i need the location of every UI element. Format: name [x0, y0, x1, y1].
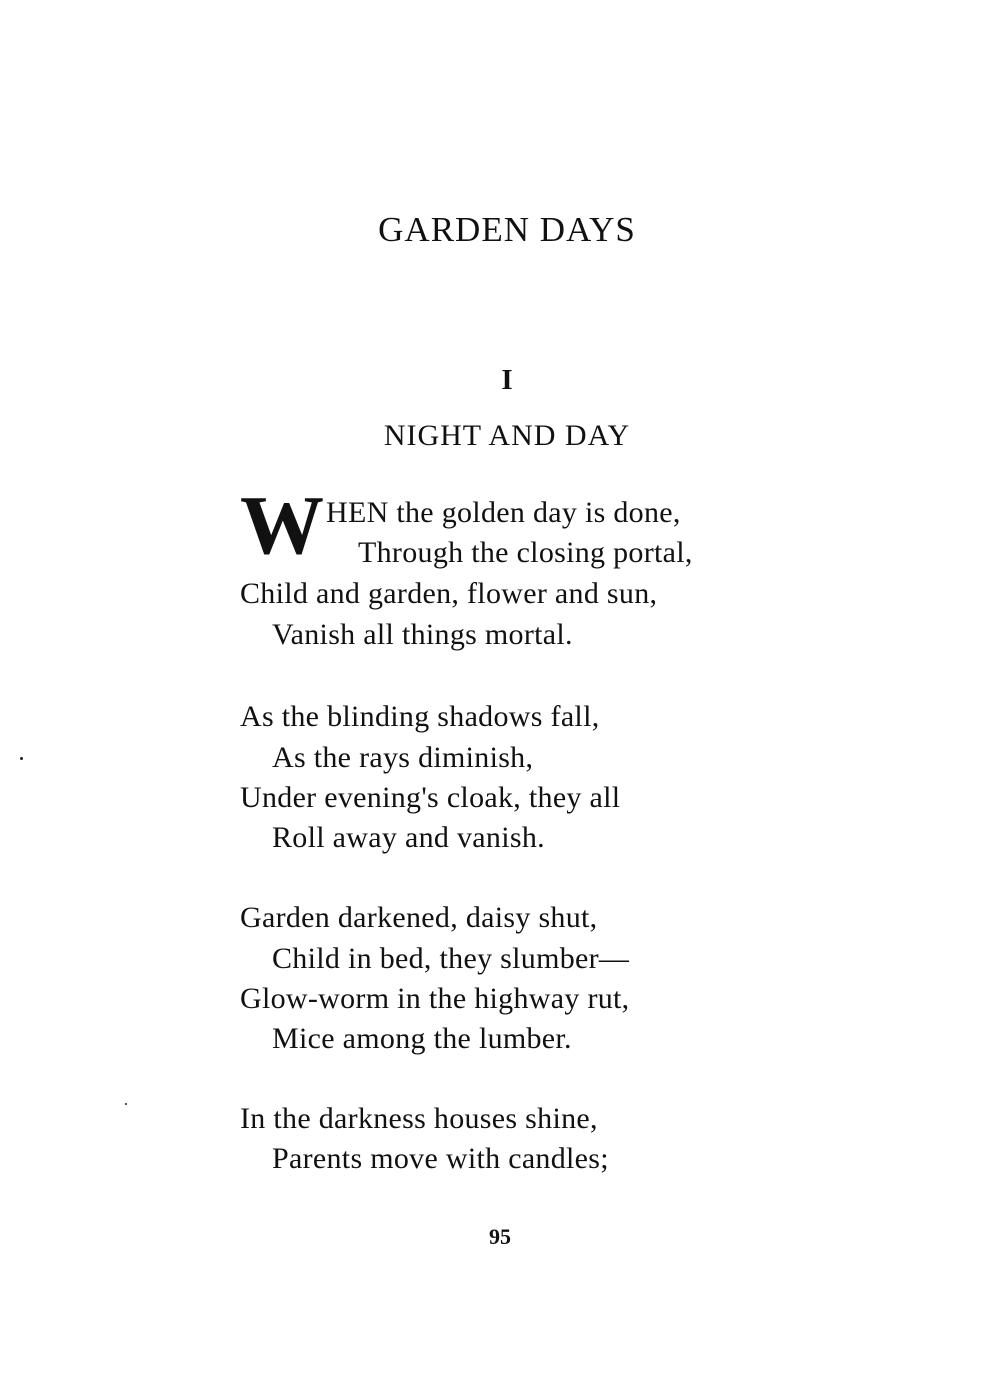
scan-speck — [20, 757, 23, 760]
poem-line: Mice among the lumber. — [272, 1022, 572, 1055]
poem-line: Parents move with candles; — [272, 1142, 609, 1175]
poem-line: Through the closing portal, — [358, 536, 693, 569]
poem-line: Under evening's cloak, they all — [240, 781, 621, 814]
scan-speck — [125, 1103, 127, 1105]
poem-number: I — [501, 364, 513, 396]
page-number: 95 — [489, 1224, 511, 1249]
drop-cap: W — [240, 479, 324, 572]
poem-line: In the darkness houses shine, — [240, 1102, 598, 1135]
poem-line: As the rays diminish, — [272, 741, 534, 774]
poem-line: Garden darkened, daisy shut, — [240, 901, 598, 934]
poem-title: NIGHT AND DAY — [383, 419, 631, 452]
poem-line: As the blinding shadows fall, — [240, 700, 600, 733]
section-title: GARDEN DAYS — [378, 210, 636, 249]
poem-line: Child in bed, they slumber— — [272, 942, 630, 975]
poem-line: HEN the golden day is done, — [326, 496, 681, 529]
poem-line: Vanish all things mortal. — [272, 618, 573, 651]
poem-line: Child and garden, flower and sun, — [240, 577, 658, 610]
poem-line: Glow-worm in the highway rut, — [240, 982, 630, 1015]
poem-line: Roll away and vanish. — [272, 821, 545, 854]
